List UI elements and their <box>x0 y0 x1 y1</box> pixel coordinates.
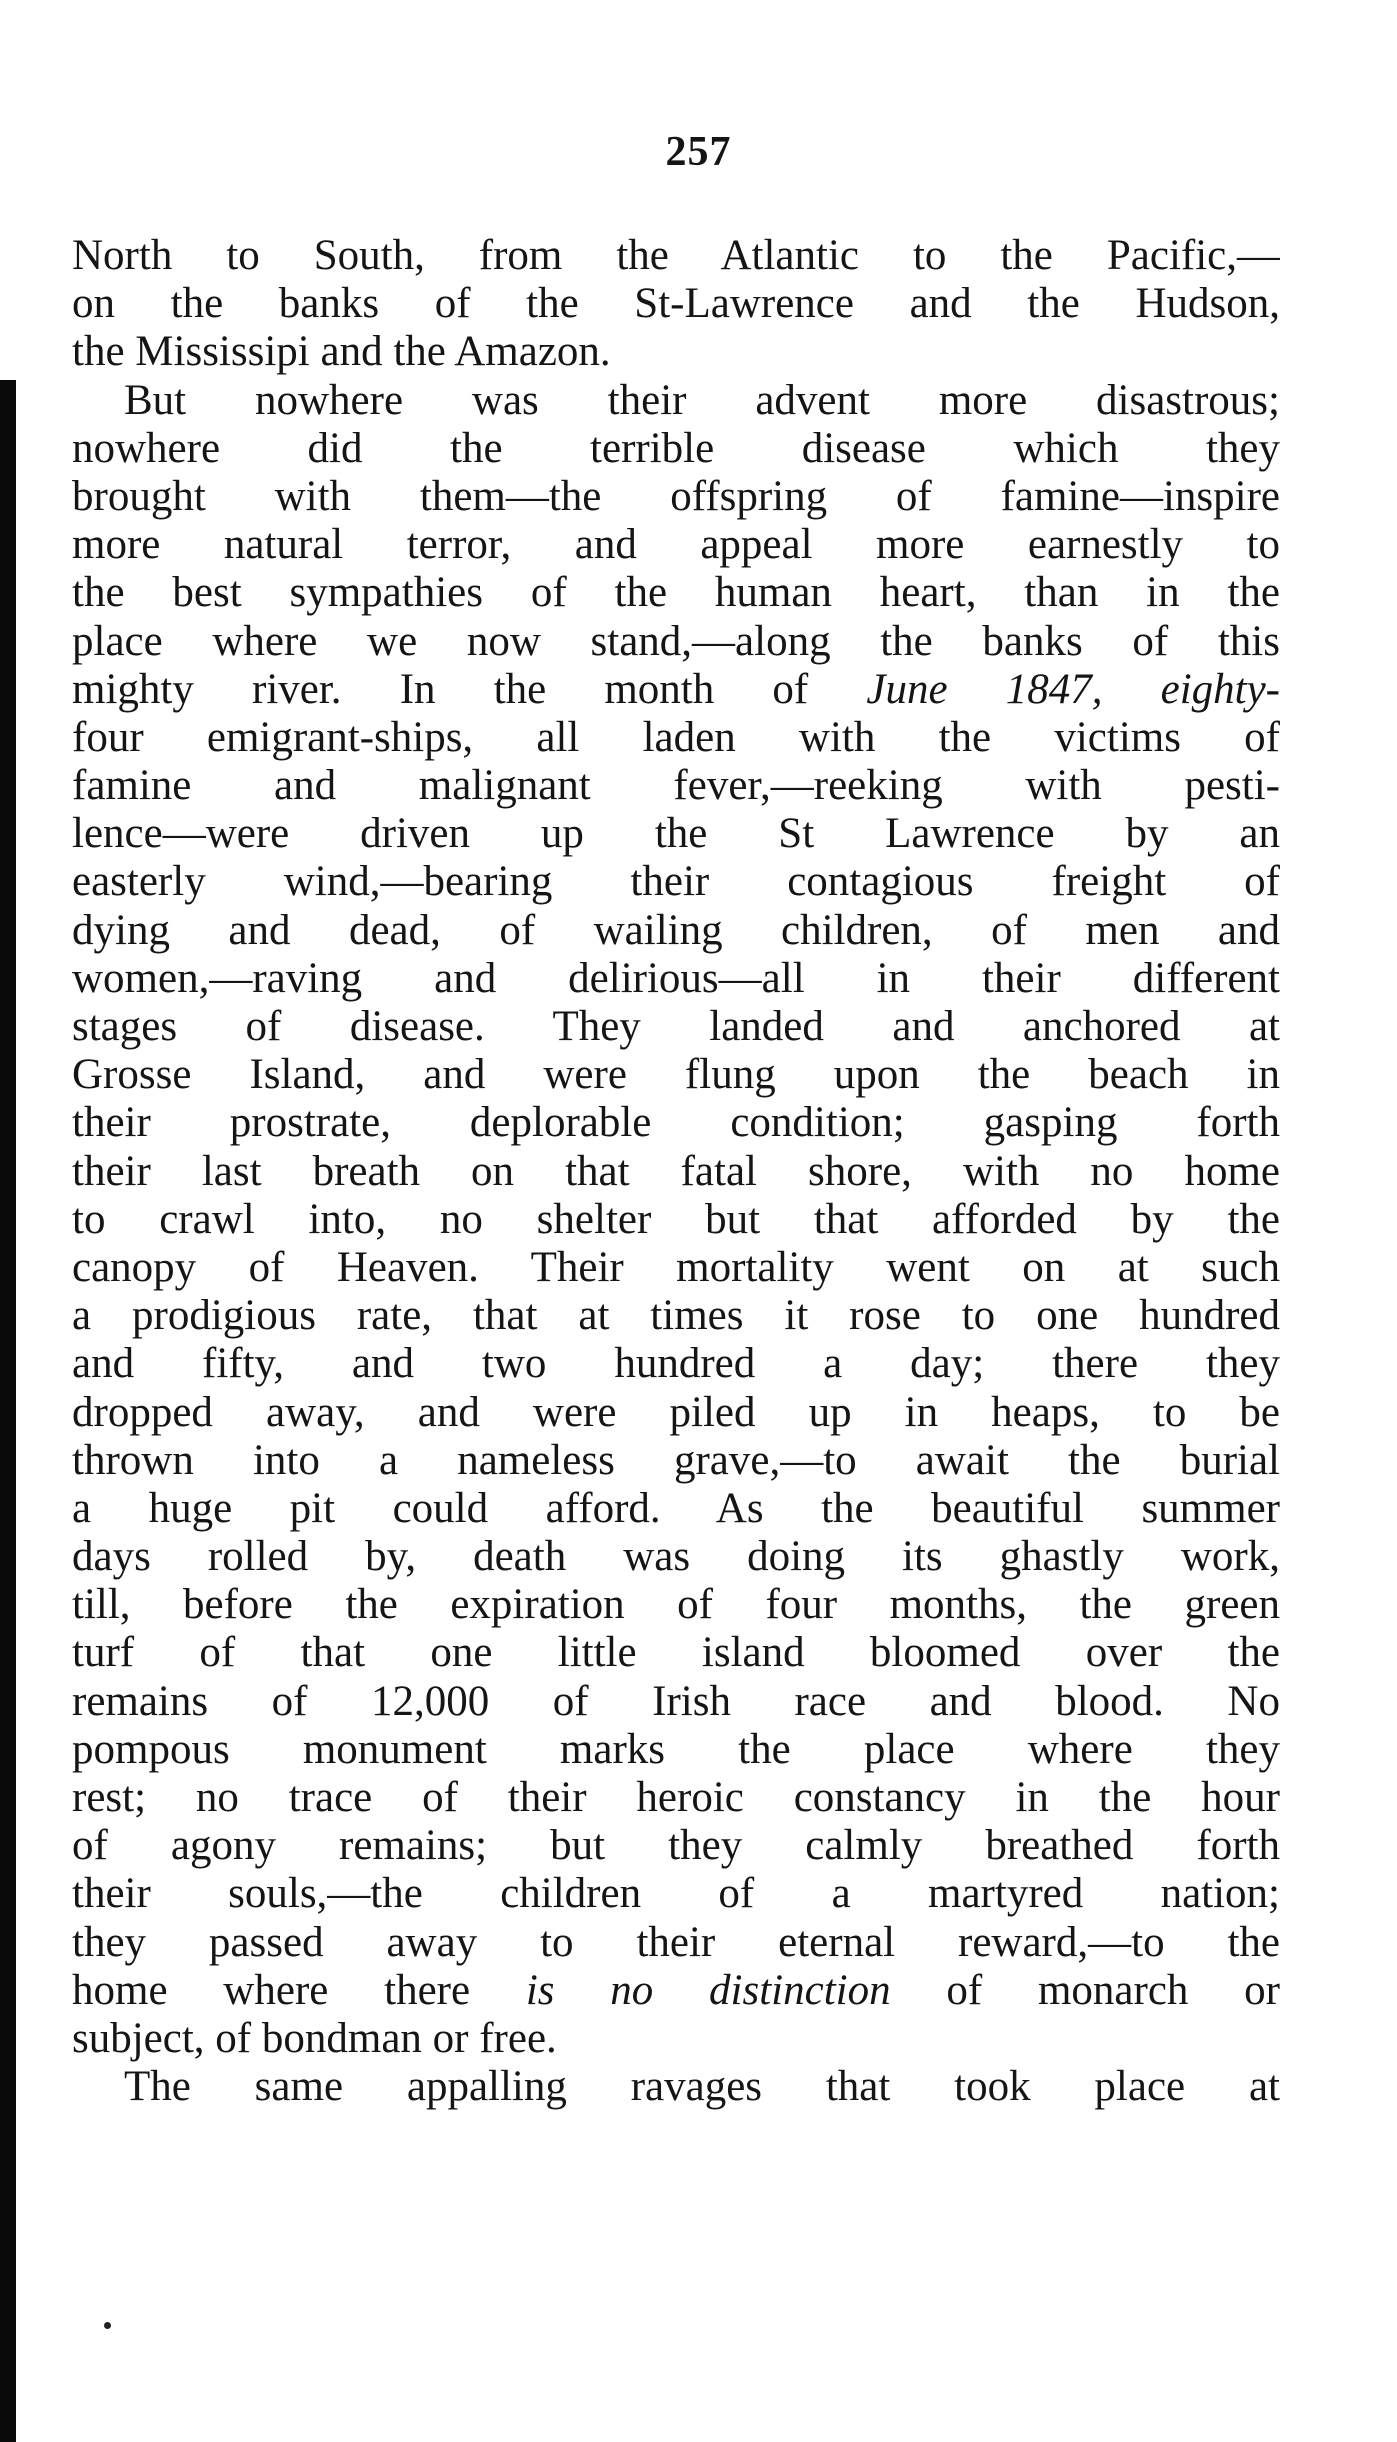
text-line <box>72 858 1280 906</box>
text-line <box>72 907 1280 955</box>
text-line-segment: pompous monument marks the place where they <box>72 1725 1280 1773</box>
text-line <box>72 280 1280 328</box>
text-line-segment: a prodigious rate, that at times it rose to one hundred <box>72 1292 1280 1340</box>
text-line <box>72 1822 1280 1870</box>
text-line <box>72 1581 1280 1629</box>
text-line-segment: on the banks of the St-Lawrence and the Hudson, <box>72 280 1280 328</box>
text-line-segment: the best sympathies of the human heart, than in the <box>72 569 1280 617</box>
text-line-segment: mighty river. In the month of <box>72 665 867 713</box>
text-line <box>72 521 1280 569</box>
text-line-segment: Grosse Island, and were flung upon the beach in <box>72 1051 1280 1099</box>
page-edge-shadow <box>0 380 16 2442</box>
text-line <box>72 1340 1280 1388</box>
text-line <box>72 1533 1280 1581</box>
text-line-segment: North to South, from the Atlantic to the Pacific,— <box>72 232 1280 279</box>
text-line <box>72 328 1280 376</box>
text-line-segment: the Mississipi and the Amazon. <box>72 328 611 376</box>
text-line-segment: rest; no trace of their heroic constancy in the hour <box>72 1774 1280 1821</box>
text-line <box>72 1629 1280 1677</box>
ink-speck <box>104 2322 111 2329</box>
text-line <box>72 232 1280 280</box>
text-line-segment: thrown into a nameless grave,—to await the burial <box>72 1436 1280 1484</box>
text-line-segment: remains of 12,000 of Irish race and blood. No <box>72 1677 1280 1725</box>
page-number: 257 <box>665 129 732 175</box>
text-line <box>72 2015 1280 2063</box>
text-line <box>72 1003 1280 1051</box>
text-line-segment: stages of disease. They landed and anchored at <box>72 1003 1280 1050</box>
text-line <box>72 377 1280 425</box>
text-line-segment: easterly wind,—bearing their contagious freight of <box>72 858 1280 906</box>
text-line-segment: The same appalling ravages that took place at <box>124 2063 1280 2111</box>
text-line-segment: a huge pit could afford. As the beautiful summer <box>72 1484 1280 1532</box>
text-line-segment: more natural terror, and appeal more earnestly to <box>72 521 1280 569</box>
text-line <box>72 425 1280 473</box>
text-line <box>72 955 1280 1003</box>
text-line-segment: and fifty, and two hundred a day; there they <box>72 1340 1280 1388</box>
text-line-segment: their prostrate, deplorable condition; gasping forth <box>72 1099 1280 1147</box>
text-line-segment: brought with them—the offspring of famine—inspire <box>72 472 1280 520</box>
text-line-segment: four emigrant-ships, all laden with the victims of <box>72 713 1280 761</box>
text-line <box>72 666 1280 714</box>
text-line <box>72 714 1280 762</box>
text-line-segment: dropped away, and were piled up in heaps, to be <box>72 1388 1280 1436</box>
text-line-segment: of monarch or <box>890 1966 1280 2014</box>
text-line <box>72 1244 1280 1292</box>
text-line-segment: home where there <box>72 1966 526 2014</box>
text-line-segment: days rolled by, death was doing its ghastly work, <box>72 1533 1280 1581</box>
text-line <box>72 473 1280 521</box>
text-line-segment: But nowhere was their advent more disastrous; <box>124 376 1280 424</box>
text-line-segment: lence—were driven up the St Lawrence by an <box>72 810 1280 858</box>
text-line <box>72 1196 1280 1244</box>
text-line-segment: they passed away to their eternal reward,—to the <box>72 1918 1280 1966</box>
text-line <box>72 1726 1280 1774</box>
text-line-segment: dying and dead, of wailing children, of men and <box>72 906 1280 954</box>
text-line <box>72 1678 1280 1726</box>
text-line <box>72 1051 1280 1099</box>
text-line <box>72 1437 1280 1485</box>
text-line-segment: their last breath on that fatal shore, with no home <box>72 1147 1280 1195</box>
text-line-segment: place where we now stand,—along the banks of this <box>72 617 1280 665</box>
text-line <box>72 2063 1280 2111</box>
text-line <box>72 1870 1280 1918</box>
text-line-segment: their souls,—the children of a martyred nation; <box>72 1870 1280 1918</box>
italic-phrase: is no distinction <box>525 1966 891 2014</box>
text-line <box>72 1774 1280 1822</box>
text-line <box>72 569 1280 617</box>
text-line <box>72 1099 1280 1147</box>
text-line <box>72 1389 1280 1437</box>
body-text <box>72 232 1280 2111</box>
text-line-segment: women,—raving and delirious—all in their different <box>72 954 1280 1002</box>
text-line <box>72 1485 1280 1533</box>
text-line-segment: subject, of bondman or free. <box>72 2014 557 2062</box>
text-line <box>72 618 1280 666</box>
text-line <box>72 1919 1280 1967</box>
text-line <box>72 1292 1280 1340</box>
text-line-segment: to crawl into, no shelter but that afforded by the <box>72 1195 1280 1243</box>
text-line <box>72 1148 1280 1196</box>
text-line-segment: nowhere did the terrible disease which they <box>72 424 1280 472</box>
italic-phrase: June 1847, eighty- <box>866 665 1280 713</box>
text-line <box>72 1967 1280 2015</box>
text-line-segment: famine and malignant fever,—reeking with pesti- <box>72 762 1280 810</box>
text-line-segment: of agony remains; but they calmly breathed forth <box>72 1822 1280 1870</box>
text-line <box>72 762 1280 810</box>
text-line-segment: till, before the expiration of four months, the green <box>72 1581 1280 1629</box>
text-line-segment: canopy of Heaven. Their mortality went on at such <box>72 1243 1280 1291</box>
text-line <box>72 810 1280 858</box>
text-line-segment: turf of that one little island bloomed over the <box>72 1629 1280 1677</box>
